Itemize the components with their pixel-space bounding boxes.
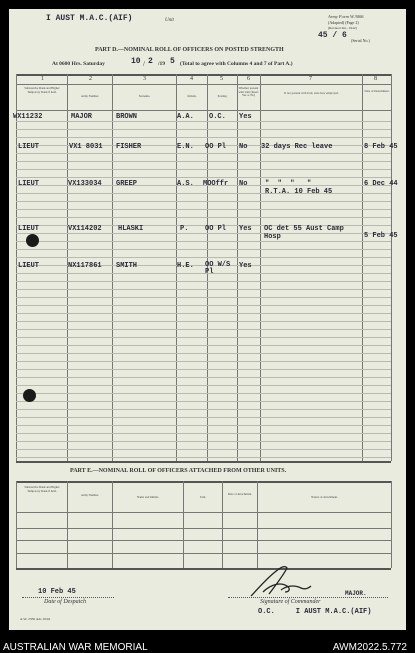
header-rank: Substantive Rank and Higher Temporary Rank if held. bbox=[24, 87, 60, 94]
ruled-line bbox=[16, 305, 391, 306]
unit-name: I AUST M.A.C.(AIF) bbox=[46, 14, 133, 23]
serial-number: 45 / 6 bbox=[318, 31, 347, 40]
institution-name: AUSTRALIAN WAR MEMORIAL bbox=[3, 642, 148, 653]
header-initials: Initials. bbox=[187, 95, 197, 98]
row-3-date: 6 Dec 44 bbox=[364, 180, 398, 188]
part-e-right-border bbox=[391, 481, 392, 568]
ruled-line bbox=[16, 129, 391, 130]
row-2-present: No bbox=[239, 143, 248, 151]
part-e-header-rank: Substantive Rank and Higher Temporary Rank if held. bbox=[24, 486, 60, 493]
ruled-line bbox=[16, 249, 391, 250]
row-5-rank: LIEUT bbox=[18, 262, 40, 270]
row-5-number: NX117861 bbox=[68, 262, 102, 270]
part-e-col-divider bbox=[112, 481, 113, 568]
ruled-line bbox=[16, 337, 391, 338]
part-e-row-line bbox=[16, 540, 391, 541]
ruled-line bbox=[16, 449, 391, 450]
row-3-surname: GREEP bbox=[116, 180, 138, 188]
col-number-6: 6 bbox=[247, 76, 250, 82]
part-e-col-divider bbox=[67, 481, 68, 568]
row-3-present: No bbox=[239, 180, 248, 188]
part-d-date-month: 2 bbox=[148, 57, 153, 66]
punch-hole bbox=[26, 234, 39, 247]
row-3-initials: A.S. bbox=[177, 180, 194, 188]
row-4-initials: P. bbox=[180, 225, 189, 233]
col-number-3: 3 bbox=[143, 76, 146, 82]
row-1-initials: A.A. bbox=[177, 113, 194, 121]
row-2-posting: OO Pl bbox=[205, 143, 227, 151]
ruled-line bbox=[16, 209, 391, 210]
print-code: A.W. 2350 Ads 10/42 bbox=[20, 617, 51, 621]
ruled-line bbox=[16, 257, 391, 258]
row-4-posting: OO Pl bbox=[205, 225, 227, 233]
commander-signature bbox=[245, 562, 315, 600]
part-e-row-line bbox=[16, 553, 391, 554]
part-e-header-number: Army Number. bbox=[80, 494, 100, 497]
row-4-date: 5 Feb 45 bbox=[364, 232, 398, 240]
part-e-header-divider bbox=[16, 512, 391, 513]
ruled-line bbox=[16, 345, 391, 346]
part-e-col-divider bbox=[183, 481, 184, 568]
header-employed: If not present with Unit, state how employed. bbox=[284, 92, 339, 95]
row-2-employed: 32 days Rec leave bbox=[261, 143, 333, 151]
ruled-line bbox=[16, 369, 391, 370]
table-left-border bbox=[16, 74, 17, 461]
row-4-present: Yes bbox=[239, 225, 252, 233]
part-e-top-border bbox=[16, 481, 391, 483]
ruled-line bbox=[16, 177, 391, 178]
row-1-present: Yes bbox=[239, 113, 252, 121]
ruled-line bbox=[16, 313, 391, 314]
ruled-line bbox=[16, 241, 391, 242]
row-5-surname: SMITH bbox=[116, 262, 138, 270]
ruled-line bbox=[16, 417, 391, 418]
row-2-date: 8 Feb 45 bbox=[364, 143, 398, 151]
col-number-2: 2 bbox=[89, 76, 92, 82]
header-present: Whether present with Unit (Insert Yes or No) bbox=[238, 87, 259, 98]
part-e-header-nature: Nature of Attachment. bbox=[311, 496, 338, 499]
row-5-initials: H.E. bbox=[177, 262, 194, 270]
row-3-employed: " " " " R.T.A. 10 Feb 45 bbox=[265, 180, 333, 196]
col-number-8: 8 bbox=[374, 76, 377, 82]
row-2-initials: E.N. bbox=[177, 143, 194, 151]
header-posting: Posting. bbox=[217, 95, 228, 98]
commander-unit: O.C. I AUST M.A.C.(AIF) bbox=[258, 608, 372, 616]
table-top-border bbox=[16, 74, 391, 76]
punch-hole bbox=[23, 389, 36, 402]
header-date: Date of Detachment. bbox=[364, 90, 390, 93]
ruled-line bbox=[16, 433, 391, 434]
col-number-5: 5 bbox=[220, 76, 223, 82]
row-1-number: MAJOR bbox=[71, 113, 93, 121]
commander-rank: MAJOR. bbox=[345, 590, 367, 597]
row-4-surname: HLASKI bbox=[118, 225, 144, 233]
table-bottom-border bbox=[16, 461, 391, 463]
ruled-line bbox=[16, 401, 391, 402]
header-surname: Surname. bbox=[138, 95, 151, 98]
ruled-line bbox=[16, 121, 391, 122]
ruled-line bbox=[16, 393, 391, 394]
ruled-line bbox=[16, 169, 391, 170]
ruled-line bbox=[16, 273, 391, 274]
row-2-rank: LIEUT bbox=[18, 143, 40, 151]
row-1-surname: BROWN bbox=[116, 113, 138, 121]
row-3-rank: LIEUT bbox=[18, 180, 40, 188]
serial-label: (Serial No.) bbox=[351, 38, 370, 43]
form-adapted: (Adapted) (Page 2) bbox=[328, 20, 359, 25]
row-4-employed: OC det 55 Aust Camp Hosp bbox=[264, 225, 344, 241]
ruled-line bbox=[16, 329, 391, 330]
ruled-line bbox=[16, 409, 391, 410]
signature-dotted-line bbox=[228, 597, 388, 598]
date-year-prefix: /19 bbox=[158, 61, 166, 67]
row-2-surname: FISHER bbox=[116, 143, 142, 151]
despatch-label: Date of Despatch bbox=[44, 599, 86, 605]
ruled-line bbox=[16, 321, 391, 322]
col-number-7: 7 bbox=[309, 76, 312, 82]
ruled-line bbox=[16, 441, 391, 442]
ruled-line bbox=[16, 281, 391, 282]
ruled-line bbox=[16, 201, 391, 202]
part-e-bottom-border bbox=[16, 568, 391, 570]
row-2-number: VX1 8031 bbox=[69, 143, 103, 151]
col-number-1: 1 bbox=[41, 76, 44, 82]
row-4-rank: LIEUT bbox=[18, 225, 40, 233]
despatch-date: 10 Feb 45 bbox=[38, 588, 76, 596]
ruled-line bbox=[16, 217, 391, 218]
part-d-title: PART D.—NOMINAL ROLL OF OFFICERS ON POSTED STRENGTH bbox=[95, 47, 284, 53]
part-e-title: PART E.—NOMINAL ROLL OF OFFICERS ATTACHED FROM OTHER UNITS. bbox=[70, 468, 287, 474]
ruled-line bbox=[16, 137, 391, 138]
part-e-row-line bbox=[16, 528, 391, 529]
part-d-date-day: 10 bbox=[131, 57, 141, 66]
row-3-number: VX133034 bbox=[68, 180, 102, 188]
header-army-number: Army Number. bbox=[80, 95, 100, 98]
part-e-left-border bbox=[16, 481, 17, 568]
part-e-col-divider bbox=[257, 481, 258, 568]
form-revised: (Revised Jan., 1942) bbox=[328, 26, 357, 30]
part-d-date-prefix: At 0600 Hrs. Saturday bbox=[52, 61, 105, 67]
ruled-line bbox=[16, 297, 391, 298]
date-separator: / bbox=[143, 60, 145, 68]
col-divider-6 bbox=[260, 74, 261, 461]
col-divider-5 bbox=[237, 74, 238, 461]
row-5-posting: OO W/S Pl bbox=[205, 261, 231, 276]
row-1-rank: WX11232 bbox=[13, 113, 43, 121]
part-e-header-name: Name and Initials. bbox=[136, 496, 160, 499]
part-d-date-year: 5 bbox=[170, 57, 175, 66]
col-divider-2 bbox=[112, 74, 113, 461]
commander-label: Signature of Commander bbox=[260, 599, 321, 605]
ruled-line bbox=[16, 385, 391, 386]
form-number: Army Form W.3006 bbox=[328, 14, 364, 19]
header-divider bbox=[16, 110, 391, 111]
ruled-line bbox=[16, 361, 391, 362]
ruled-line bbox=[16, 377, 391, 378]
col-divider-7 bbox=[362, 74, 363, 461]
ruled-line bbox=[16, 193, 391, 194]
accession-number: AWM2022.5.772 bbox=[332, 642, 407, 653]
unit-label: Unit bbox=[165, 18, 174, 23]
ruled-line bbox=[16, 289, 391, 290]
ruled-line bbox=[16, 153, 391, 154]
ruled-line bbox=[16, 161, 391, 162]
ruled-line bbox=[16, 353, 391, 354]
archive-footer bbox=[0, 630, 415, 653]
table-right-border bbox=[391, 74, 392, 461]
part-d-date-suffix: (Total to agree with Columns 4 and 7 of Part A.) bbox=[180, 61, 293, 67]
despatch-dotted-line bbox=[22, 597, 114, 598]
col-number-divider bbox=[16, 84, 391, 85]
part-e-col-divider bbox=[222, 481, 223, 568]
col-number-4: 4 bbox=[190, 76, 193, 82]
ruled-line bbox=[16, 425, 391, 426]
row-4-number: VX114202 bbox=[68, 225, 102, 233]
part-e-header-unit: Unit. bbox=[199, 496, 207, 499]
ruled-line bbox=[16, 457, 391, 458]
row-5-present: Yes bbox=[239, 262, 252, 270]
part-e-header-date: Date of Attachment. bbox=[227, 493, 253, 496]
row-1-posting: O.C. bbox=[209, 113, 226, 121]
row-3-posting: MOOffr bbox=[203, 180, 229, 188]
